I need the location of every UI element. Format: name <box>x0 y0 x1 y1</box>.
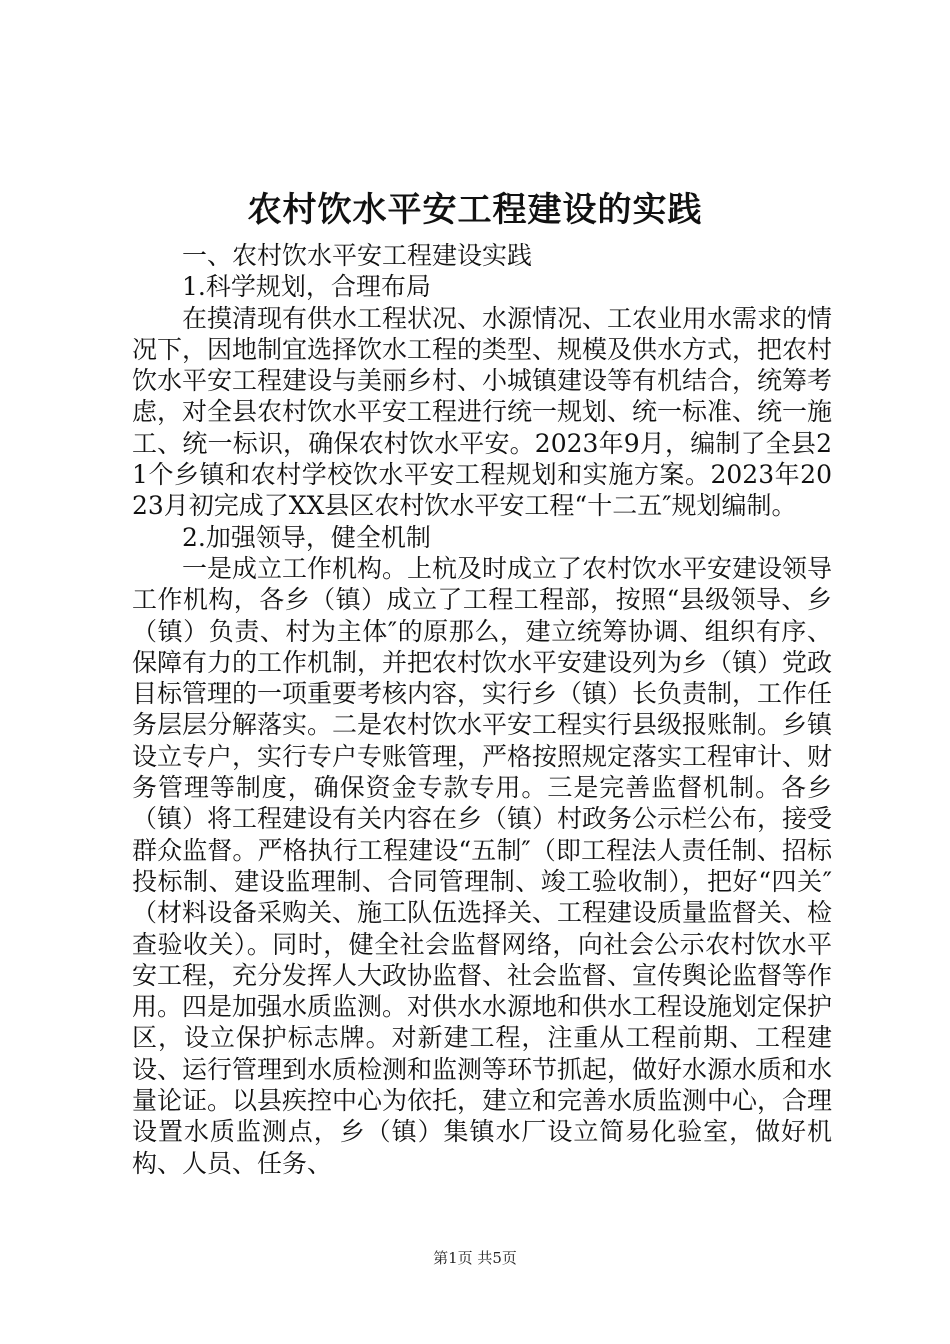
body-paragraph: 一是成立工作机构。上杭及时成立了农村饮水平安建设领导工作机构，各乡（镇）成立了工程工程部，按照“县级领导、乡（镇）负责、村为主体″的原那么，建立统筹协调、组织有序、保障有力的工作机制，并把农村饮水平安建设列为乡（镇）党政目标管理的一项重要考核内容，实行乡（镇）长负责制，工作任务层层分解落实。二是农村饮水平安工程实行县级报账制。乡镇设立专户，实行专户专账管理，严格按照规定落实工程审计、财务管理等制度，确保资金专款专用。三是完善监督机制。各乡（镇）将工程建设有关内容在乡（镇）村政务公示栏公布，接受群众监督。严格执行工程建设“五制″（即工程法人责任制、招标投标制、建设监理制、合同管理制、竣工验收制），把好“四关″（材料设备采购关、施工队伍选择关、工程建设质量监督关、检查验收关）。同时，健全社会监督网络，向社会公示农村饮水平安工程，充分发挥人大政协监督、社会监督、宣传舆论监督等作用。四是加强水质监测。对供水水源地和供水工程设施划定保护区，设立保护标志牌。对新建工程，注重从工程前期、工程建设、运行管理到水质检测和监测等环节抓起，做好水源水质和水量论证。以县疾控中心为依托，建立和完善水质监测中心，合理设置水质监测点，乡（镇）集镇水厂设立简易化验室，做好机构、人员、任务、 <box>132 553 833 1178</box>
subsection-heading: 2.加强领导，健全机制 <box>182 522 431 552</box>
body-paragraph: 在摸清现有供水工程状况、水源情况、工农业用水需求的情况下，因地制宜选择饮水工程的类型、规模及供水方式，把农村饮水平安工程建设与美丽乡村、小城镇建设等有机结合，统筹考虑，对全县农村饮水平安工程进行统一规划、统一标准、统一施工、统一标识，确保农村饮水平安。2023年9月，编制了全县21个乡镇和农村学校饮水平安工程规划和实施方案。2023年2023月初完成了XX县区农村饮水平安工程“十二五″规划编制。 <box>132 303 833 521</box>
document-body <box>132 240 832 1179</box>
page-number: 第1页 共5页 <box>433 1249 517 1267</box>
section-heading: 一、农村饮水平安工程建设实践 <box>182 241 533 270</box>
document-title: 农村饮水平安工程建设的实践 <box>247 190 703 230</box>
subsection-heading: 1.科学规划，合理布局 <box>182 272 431 302</box>
